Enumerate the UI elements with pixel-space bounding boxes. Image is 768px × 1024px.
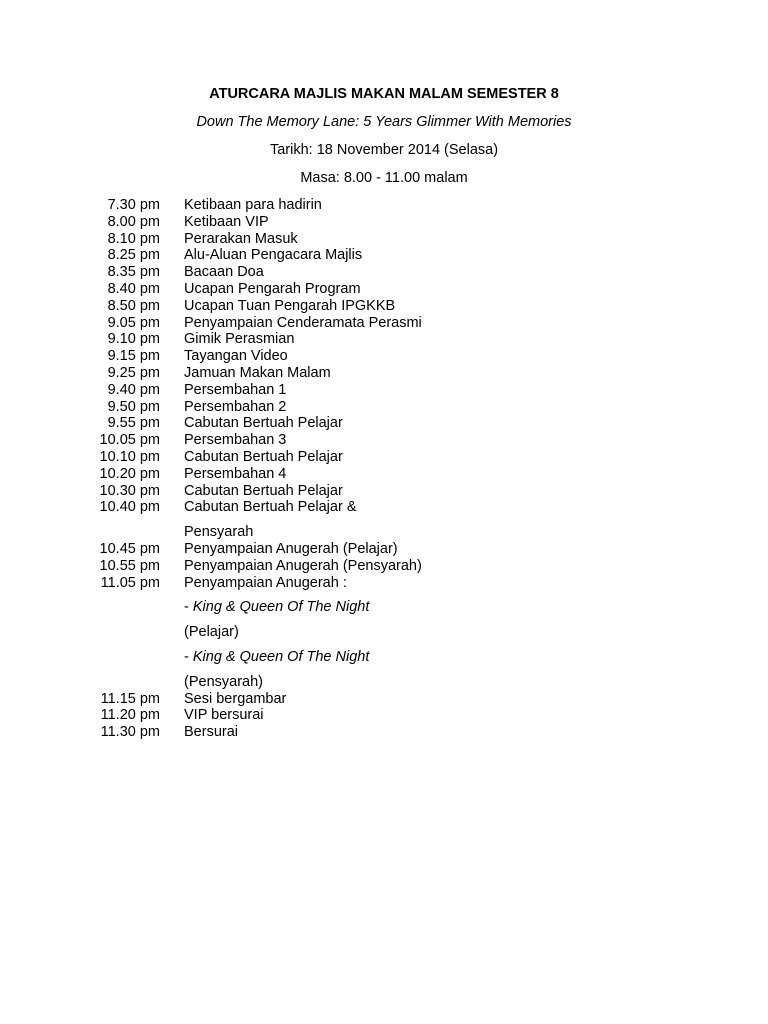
schedule-row — [0, 331, 768, 348]
schedule-row — [0, 399, 768, 416]
schedule-item: Penyampaian Anugerah : — [184, 574, 347, 591]
schedule-item: Penyampaian Cenderamata Perasmi — [184, 314, 422, 331]
schedule-time: 9.10 pm — [107, 331, 160, 348]
schedule-row — [0, 541, 768, 558]
schedule-row — [0, 483, 768, 500]
schedule-time: 11.20 pm — [100, 707, 160, 724]
schedule-time: 11.05 pm — [100, 574, 160, 591]
schedule-item: Ucapan Pengarah Program — [184, 280, 361, 297]
schedule-item: Perarakan Masuk — [184, 230, 298, 247]
schedule-item: Cabutan Bertuah Pelajar — [184, 482, 343, 499]
schedule-item: Persembahan 4 — [184, 465, 287, 482]
schedule-row — [0, 466, 768, 483]
schedule-time: 8.40 pm — [107, 280, 160, 297]
schedule-row — [0, 348, 768, 365]
schedule-time: 10.30 pm — [99, 482, 160, 499]
award-category-row — [0, 599, 768, 616]
schedule-item: (Pelajar) — [184, 624, 239, 641]
schedule-item: Persembahan 1 — [184, 381, 287, 398]
award-category — [184, 599, 369, 616]
schedule-row — [0, 691, 768, 708]
schedule-row — [0, 724, 768, 741]
schedule-time: 8.10 pm — [107, 230, 160, 247]
schedule-row — [0, 298, 768, 315]
schedule-item: VIP bersurai — [184, 707, 264, 724]
schedule-item: Ketibaan para hadirin — [184, 197, 322, 213]
schedule-time: 11.15 pm — [100, 690, 160, 707]
schedule-item: Tayangan Video — [184, 348, 288, 365]
schedule-item: Ketibaan VIP — [184, 213, 269, 230]
schedule-item: Penyampaian Anugerah (Pelajar) — [184, 540, 398, 557]
event-date: Tarikh: 18 November 2014 (Selasa) — [269, 142, 499, 158]
schedule-row — [0, 231, 768, 248]
schedule-time: 9.55 pm — [107, 415, 160, 432]
schedule-time: 9.40 pm — [107, 381, 160, 398]
schedule-row-continuation — [0, 624, 768, 641]
schedule-row — [0, 449, 768, 466]
schedule-row — [0, 558, 768, 575]
award-bullet: - — [184, 599, 193, 616]
schedule-row — [0, 214, 768, 231]
award-category-row — [0, 649, 768, 666]
document-subtitle: Down The Memory Lane: 5 Years Glimmer With Memories — [196, 114, 572, 130]
award-title: King & Queen Of The Night — [192, 648, 370, 665]
schedule-item: Alu-Aluan Pengacara Majlis — [184, 247, 363, 264]
schedule-row — [0, 264, 768, 281]
schedule-time: 8.00 pm — [107, 213, 160, 230]
schedule-row-continuation — [0, 674, 768, 691]
schedule-row — [0, 415, 768, 432]
schedule-item: Persembahan 3 — [184, 432, 287, 449]
schedule-row — [0, 281, 768, 298]
schedule-row-continuation — [0, 524, 768, 541]
schedule-item: Bacaan Doa — [184, 264, 264, 281]
event-time-range: Masa: 8.00 - 11.00 malam — [300, 170, 468, 186]
award-category — [184, 649, 369, 666]
schedule-time: 10.20 pm — [99, 465, 160, 482]
schedule-item: Jamuan Makan Malam — [184, 364, 331, 381]
schedule-time: 10.45 pm — [99, 540, 160, 557]
schedule-row — [0, 382, 768, 399]
schedule-row — [0, 197, 768, 214]
schedule-row — [0, 707, 768, 724]
schedule-item: Cabutan Bertuah Pelajar — [184, 415, 343, 432]
schedule-row — [0, 499, 768, 516]
schedule-time: 11.30 pm — [100, 724, 160, 741]
schedule-item: (Pensyarah) — [184, 673, 263, 690]
schedule-time: 8.35 pm — [107, 264, 160, 281]
schedule-time: 8.25 pm — [107, 247, 160, 264]
schedule-row — [0, 315, 768, 332]
schedule-time: 7.30 pm — [107, 197, 160, 213]
schedule-row — [0, 365, 768, 382]
schedule-time: 10.05 pm — [99, 432, 160, 449]
award-title: King & Queen Of The Night — [192, 599, 370, 616]
schedule-time: 9.05 pm — [107, 314, 160, 331]
schedule-row — [0, 247, 768, 264]
schedule-list — [0, 197, 768, 741]
schedule-item: Sesi bergambar — [184, 690, 287, 707]
schedule-item: Persembahan 2 — [184, 398, 287, 415]
schedule-item: Gimik Perasmian — [184, 331, 295, 348]
schedule-item: Cabutan Bertuah Pelajar & — [184, 499, 357, 516]
schedule-time: 8.50 pm — [107, 297, 160, 314]
schedule-time: 9.15 pm — [107, 348, 160, 365]
schedule-item: Pensyarah — [184, 524, 254, 541]
schedule-row — [0, 432, 768, 449]
schedule-item: Ucapan Tuan Pengarah IPGKKB — [184, 297, 396, 314]
schedule-row — [0, 575, 768, 592]
schedule-item: Penyampaian Anugerah (Pensyarah) — [184, 557, 422, 574]
schedule-time: 9.50 pm — [107, 398, 160, 415]
schedule-time: 10.10 pm — [99, 448, 160, 465]
schedule-item: Bersurai — [184, 724, 238, 741]
schedule-time: 10.40 pm — [99, 499, 160, 516]
schedule-time: 10.55 pm — [99, 557, 160, 574]
schedule-time: 9.25 pm — [107, 364, 160, 381]
schedule-item: Cabutan Bertuah Pelajar — [184, 448, 343, 465]
document-title: ATURCARA MAJLIS MAKAN MALAM SEMESTER 8 — [209, 86, 559, 102]
award-bullet: - — [184, 648, 193, 665]
